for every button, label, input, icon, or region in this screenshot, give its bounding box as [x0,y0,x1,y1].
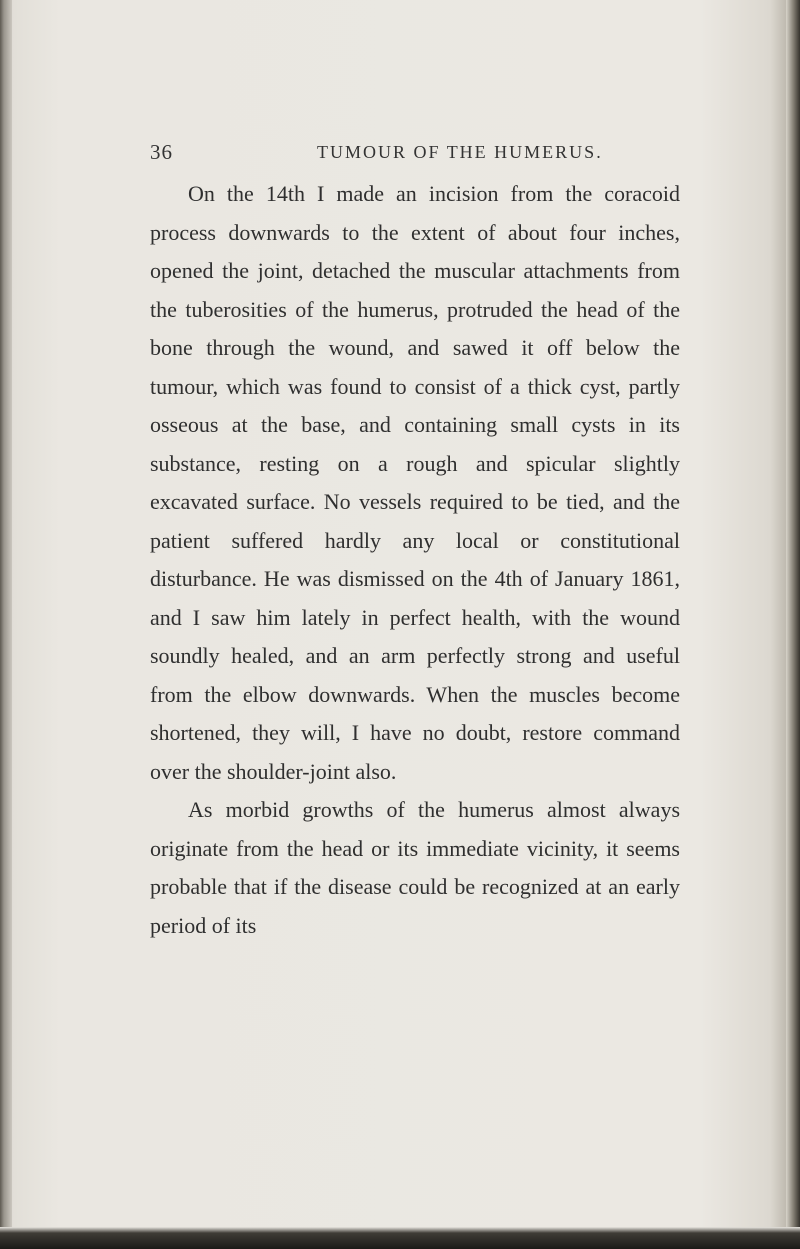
paragraph-1: On the 14th I made an incision from the coracoid process downwards to the extent of about four inches, opened the joint, detached the muscular attachments from the tuberosities of the humerus, protruded the head of the bone through the wound, and sawed it off below the tumour, which was found to consist of a thick cyst, partly osseous at the base, and containing small cysts in its substance, resting on a rough and spicular slightly excavated surface. No vessels required to be tied, and the patient suffered hardly any local or constitutional disturbance. He was dismissed on the 4th of January 1861, and I saw him lately in perfect health, with the wound soundly healed, and an arm perfectly strong and useful from the elbow downwards. When the muscles become shortened, they will, I have no doubt, restore command over the shoulder-joint also. [150,181,680,784]
page-number: 36 [150,140,173,164]
running-head: TUMOUR OF THE HUMERUS. [317,142,603,162]
page-gutter-shadow [0,0,12,1249]
body-text [150,175,680,945]
page-edge-shadow [786,0,800,1249]
paragraph-2: As morbid growths of the humerus almost always originate from the head or its immediate vicinity, it seems probable that if the disease could be recognized at an early period of its [150,797,680,938]
page-bottom-shadow [0,1227,800,1249]
